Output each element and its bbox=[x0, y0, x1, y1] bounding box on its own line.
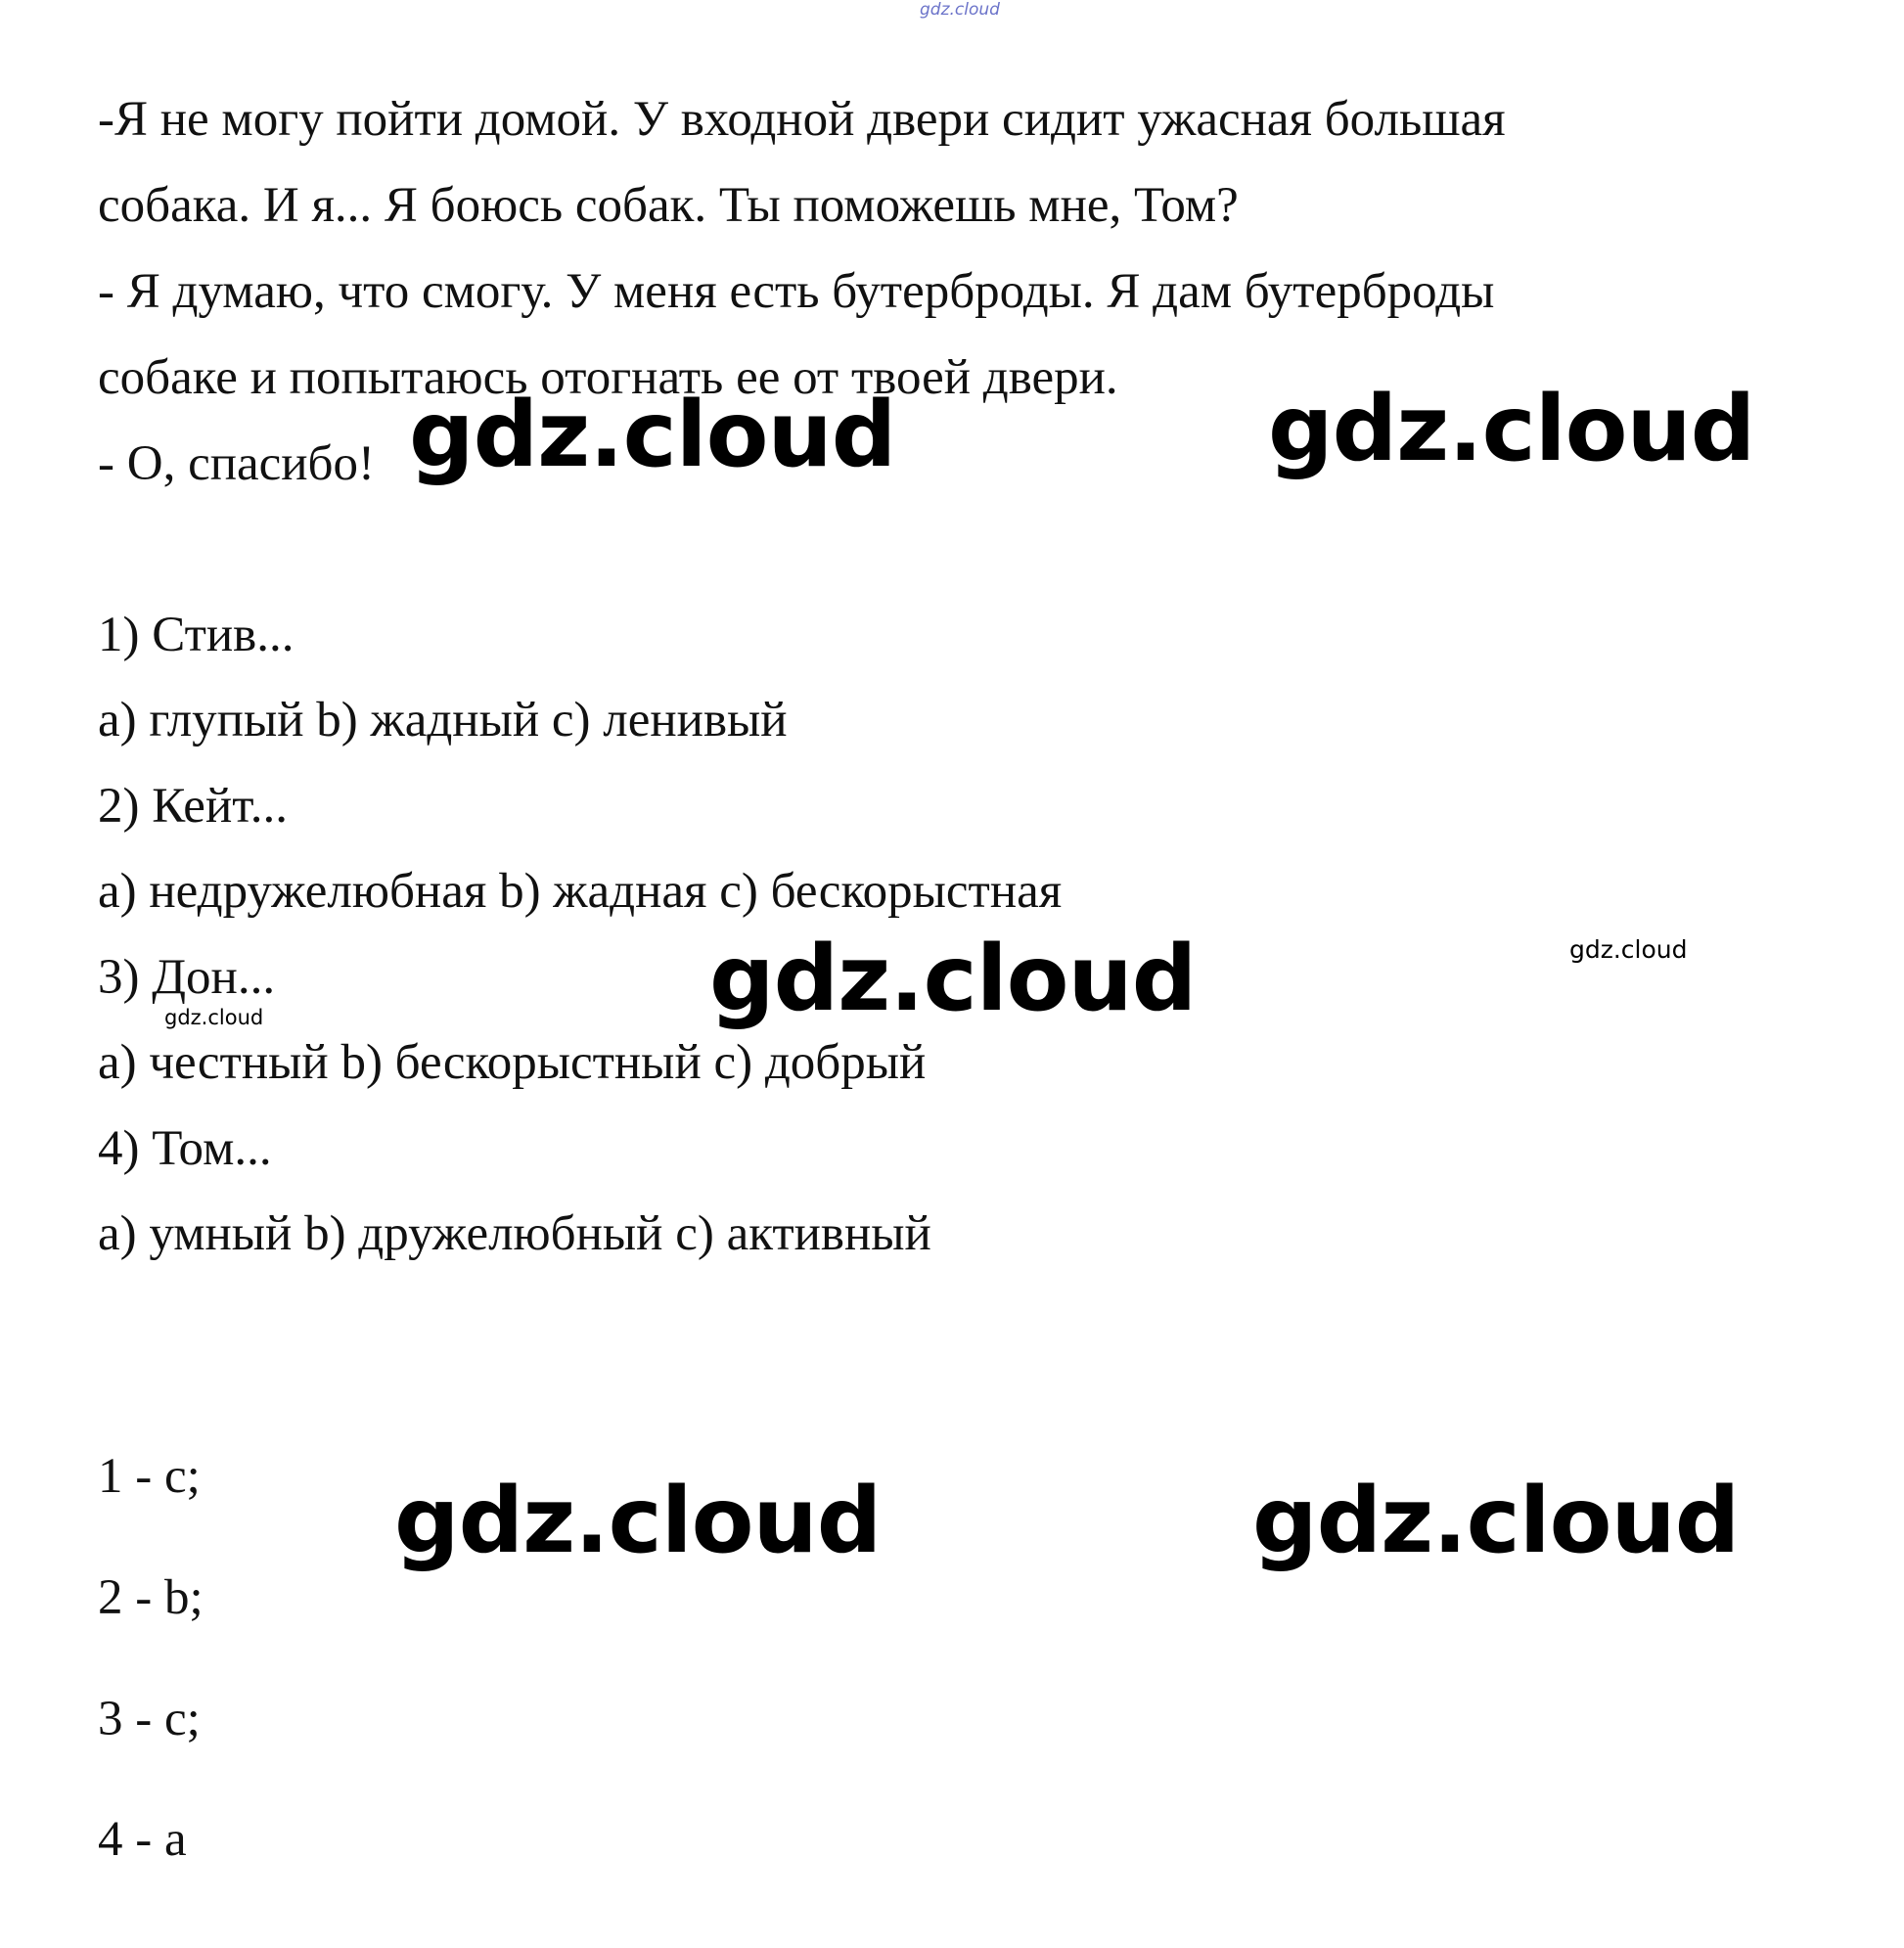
answer-4: 4 - a bbox=[98, 1812, 187, 1867]
watermark-large: gdz.cloud bbox=[1268, 376, 1755, 481]
question-4-prompt: 4) Том... bbox=[98, 1121, 272, 1176]
watermark-small: gdz.cloud bbox=[1569, 935, 1688, 964]
watermark-top: gdz.cloud bbox=[920, 0, 1000, 20]
dialogue-line-2: собака. И я... Я боюсь собак. Ты поможешь мне, Том? bbox=[98, 178, 1239, 233]
question-3-prompt: 3) Дон... bbox=[98, 950, 276, 1005]
answer-1: 1 - c; bbox=[98, 1449, 201, 1504]
watermark-large: gdz.cloud bbox=[1252, 1468, 1740, 1573]
question-1-prompt: 1) Стив... bbox=[98, 608, 295, 662]
dialogue-line-1: -Я не могу пойти домой. У входной двери сидит ужасная большая bbox=[98, 92, 1506, 147]
question-4-options: a) умный b) дружелюбный c) активный bbox=[98, 1206, 931, 1261]
watermark-large: gdz.cloud bbox=[409, 382, 896, 487]
answer-2: 2 - b; bbox=[98, 1570, 204, 1625]
answer-3: 3 - c; bbox=[98, 1692, 201, 1746]
watermark-large: gdz.cloud bbox=[394, 1468, 882, 1573]
dialogue-line-4: собаке и попытаюсь отогнать ее от твоей двери. bbox=[98, 350, 1118, 405]
watermark-small: gdz.cloud bbox=[164, 1006, 264, 1029]
question-1-options: a) глупый b) жадный c) ленивый bbox=[98, 693, 788, 747]
dialogue-line-3: - Я думаю, что смогу. У меня есть бутерброды. Я дам бутерброды bbox=[98, 264, 1495, 319]
question-2-prompt: 2) Кейт... bbox=[98, 779, 288, 834]
watermark-large: gdz.cloud bbox=[709, 926, 1197, 1031]
question-3-options: a) честный b) бескорыстный c) добрый bbox=[98, 1035, 927, 1090]
dialogue-line-5: - О, спасибо! bbox=[98, 436, 375, 491]
question-2-options: a) недружелюбная b) жадная c) бескорыстная bbox=[98, 864, 1063, 919]
